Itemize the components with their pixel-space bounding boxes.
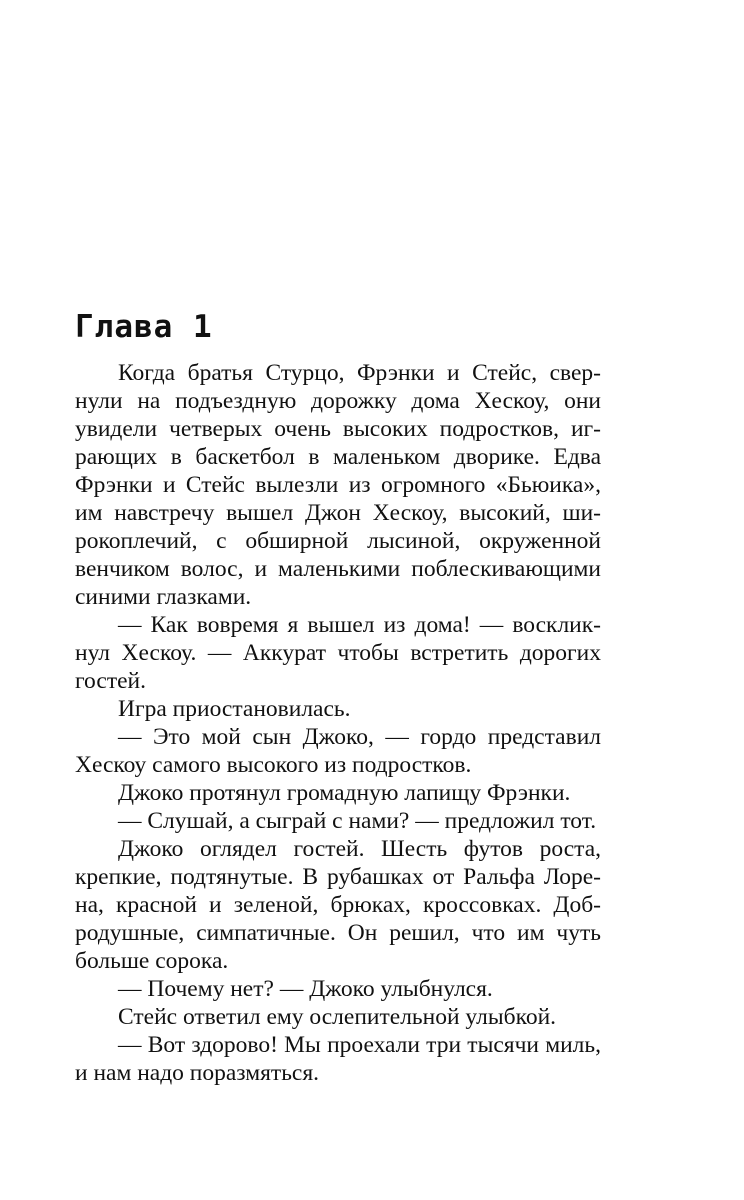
text-line: — Почему нет? — Джоко улыбнулся. bbox=[118, 976, 493, 1002]
text-line: синими глазками. bbox=[75, 584, 252, 610]
body-text bbox=[75, 359, 601, 1087]
text-line: Стейс ответил ему ослепительной улыбкой. bbox=[118, 1004, 557, 1030]
text-line: Фрэнки и Стейс вылезли из огромного «Бьюика», bbox=[75, 472, 601, 498]
text-line: нули на подъездную дорожку дома Хескоу, они bbox=[75, 388, 601, 414]
text-line: рокоплечий, с обширной лысиной, окруженной bbox=[75, 528, 601, 554]
text-line: рающих в баскетбол в маленьком дворике. Едва bbox=[75, 444, 601, 470]
text-line: нул Хескоу. — Аккурат чтобы встретить дорогих bbox=[75, 640, 601, 666]
text-line: на, красной и зеленой, брюках, кроссовках. Доб- bbox=[75, 892, 601, 918]
text-line: — Вот здорово! Мы проехали три тысячи миль, bbox=[118, 1032, 601, 1058]
chapter-title: Глава 1 bbox=[75, 309, 213, 345]
text-line: и нам надо поразмяться. bbox=[75, 1060, 320, 1086]
text-line: гостей. bbox=[75, 668, 146, 694]
text-line: Джоко оглядел гостей. Шесть футов роста, bbox=[118, 836, 601, 862]
text-line: — Слушай, а сыграй с нами? — предложил тот. bbox=[118, 808, 597, 834]
text-line: крепкие, подтянутые. В рубашках от Ральфа Лоре- bbox=[75, 864, 601, 890]
text-line: увидели четверых очень высоких подростков, иг- bbox=[75, 416, 601, 442]
text-line: родушные, симпатичные. Он решил, что им чуть bbox=[75, 920, 601, 946]
text-line: им навстречу вышел Джон Хескоу, высокий, ши- bbox=[75, 500, 601, 526]
text-line: Джоко протянул громадную лапищу Фрэнки. bbox=[118, 780, 571, 806]
text-line: Игра приостановилась. bbox=[118, 696, 351, 722]
text-line: Когда братья Стурцо, Фрэнки и Стейс, свер- bbox=[118, 360, 601, 386]
text-line: — Как вовремя я вышел из дома! — восклик- bbox=[118, 612, 601, 638]
text-line: — Это мой сын Джоко, — гордо представил bbox=[118, 724, 601, 750]
text-line: венчиком волос, и маленькими поблескивающими bbox=[75, 556, 601, 582]
text-line: Хескоу самого высокого из подростков. bbox=[75, 752, 472, 778]
text-line: больше сорока. bbox=[75, 948, 229, 974]
